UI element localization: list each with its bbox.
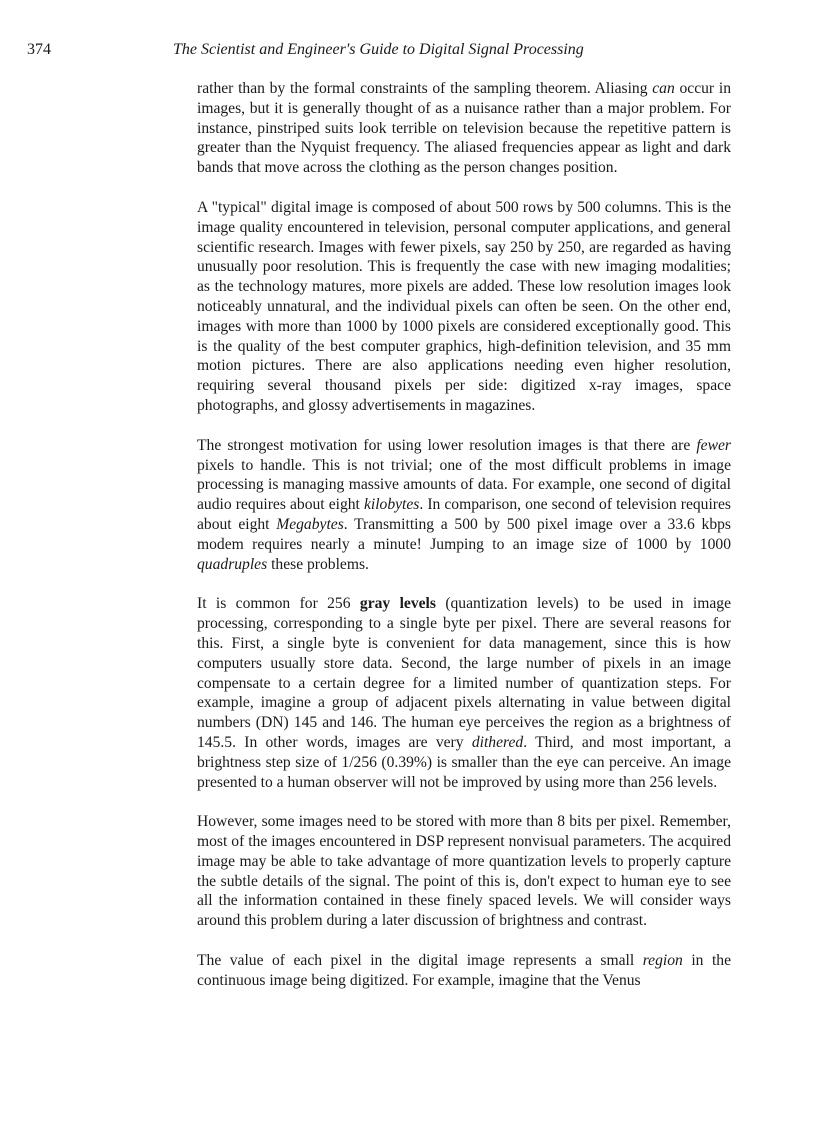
page-number: 374: [27, 41, 51, 58]
paragraph-pixel-value: The value of each pixel in the digital image represents a small region in the continuous image being digitized. For example, imagine that the Venus: [197, 952, 731, 989]
paragraph-more-bits: However, some images need to be stored with more than 8 bits per pixel. Remember, most of the images encountered in DSP represent nonvisual parameters. The acquired image may be able to take advantage of more quantization levels to properly capture the subtle details of the signal. The point of this is, don't expect to human eye to see all the information contained in these finely spaced levels. We will consider ways around this problem during a later discussion of brightness and contrast.: [197, 813, 731, 930]
paragraph-gray-levels: It is common for 256 gray levels (quantization levels) to be used in image processing, corresponding to a single byte per pixel. There are several reasons for this. First, a single byte is convenient for data management, since this is how computers usually store data. Second, the large number of pixels in an image compensate to a certain degree for a limited number of quantization steps. For example, imagine a group of adjacent pixels alternating in value between digital numbers (DN) 145 and 146. The human eye perceives the region as a brightness of 145.5. In other words, images are very dithered. Third, and most important, a brightness step size of 1/256 (0.39%) is smaller than the eye can perceive. An image presented to a human observer will not be improved by using more than 256 levels.: [197, 595, 731, 791]
bold-gray-levels: gray levels: [359, 595, 436, 613]
emphasis-dithered: dithered: [471, 733, 524, 751]
emphasis-fewer: fewer: [696, 436, 731, 454]
body-text: [197, 79, 731, 1011]
page-header: [0, 41, 816, 65]
running-title: The Scientist and Engineer's Guide to Digital Signal Processing: [173, 41, 584, 58]
emphasis-quadruples: quadruples: [197, 555, 268, 573]
emphasis-kilobytes: kilobytes: [363, 496, 420, 514]
emphasis-can: can: [652, 80, 675, 97]
paragraph-typical-image: A "typical" digital image is composed of about 500 rows by 500 columns. This is the image quality encountered in television, personal computer applications, and general scientific research. Images with fewer pixels, say 250 by 250, are regarded as having unusually poor resolution. This is frequently the case with new imaging modalities; as the technology matures, more pixels are added. These low resolution images look noticeably unnatural, and the individual pixels can often be seen. On the other end, images with more than 1000 by 1000 pixels are considered exceptionally good. This is the quality of the best computer graphics, high-definition television, and 35 mm motion pictures. There are also applications needing even higher resolution, requiring several thousand pixels per side: digitized x-ray images, space photographs, and glossy advertisements in magazines.: [197, 198, 731, 414]
paragraph-aliasing: rather than by the formal constraints of the sampling theorem. Aliasing can occur in images, but it is generally thought of as a nuisance rather than a major problem. For instance, pinstriped suits look terrible on television because the repetitive pattern is greater than the Nyquist frequency. The aliased frequencies appear as light and dark bands that move across the clothing as the person changes position.: [197, 80, 731, 177]
emphasis-region: region: [642, 952, 683, 970]
emphasis-megabytes: Megabytes: [276, 515, 344, 533]
paragraph-lower-resolution: The strongest motivation for using lower resolution images is that there are fewer pixels to handle. This is not trivial; one of the most difficult problems in image processing is managing massive amounts of data. For example, one second of digital audio requires about eight kilobytes. In comparison, one second of television requires about eight Megabytes. Transmitting a 500 by 500 pixel image over a 33.6 kbps modem requires nearly a minute! Jumping to an image size of 1000 by 1000 quadruples these problems.: [197, 436, 731, 573]
